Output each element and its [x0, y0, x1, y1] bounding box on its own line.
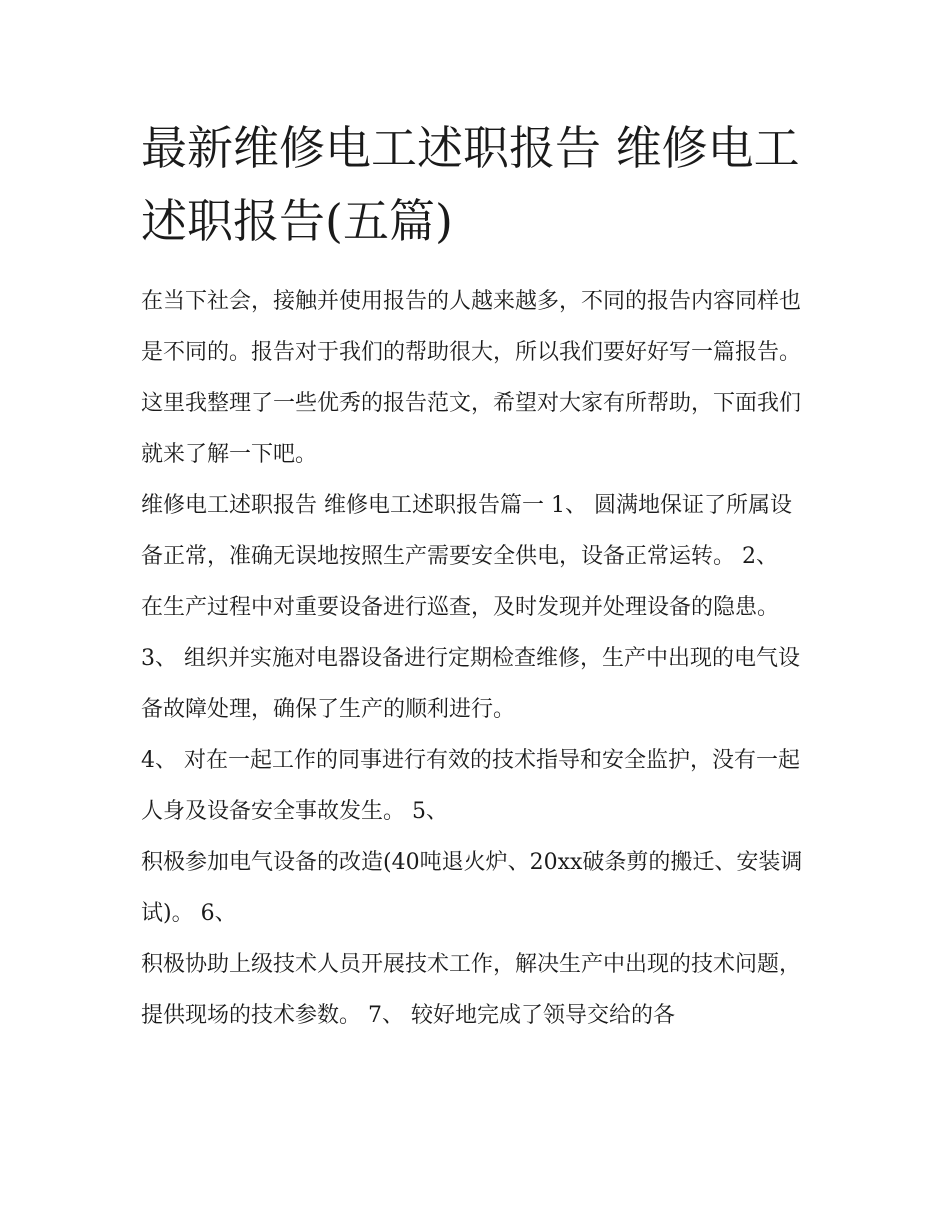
- intro-paragraph: 在当下社会，接触并使用报告的人越来越多，不同的报告内容同样也是不同的。报告对于我们的帮助很大，所以我们要好好写一篇报告。这里我整理了一些优秀的报告范文，希望对大家有所帮助，下面我们就来了解一下吧。: [141, 289, 802, 467]
- report-paragraph-1: 维修电工述职报告 维修电工述职报告篇一 1、 圆满地保证了所属设备正常，准确无误地按照生产需要安全供电，设备正常运转。 2、: [141, 493, 792, 569]
- report-paragraph-4: 积极参加电气设备的改造(40吨退火炉、20xx破条剪的搬迁、安装调试)。 6、: [141, 850, 803, 926]
- report-paragraph-5: 积极协助上级技术人员开展技术工作，解决生产中出现的技术问题，提供现场的技术参数。 7、 较好地完成了领导交给的各: [141, 952, 802, 1028]
- report-paragraph-3: 4、 对在一起工作的同事进行有效的技术指导和安全监护，没有一起人身及设备安全事故发生。 5、: [141, 748, 800, 824]
- document-title: 最新维修电工述职报告 维修电工述职报告(五篇): [141, 121, 800, 248]
- report-paragraph-2: 在生产过程中对重要设备进行巡查，及时发现并处理设备的隐患。 3、 组织并实施对电器设备进行定期检查维修，生产中出现的电气设备故障处理，确保了生产的顺利进行。: [141, 595, 800, 722]
- document-body: [141, 112, 813, 1041]
